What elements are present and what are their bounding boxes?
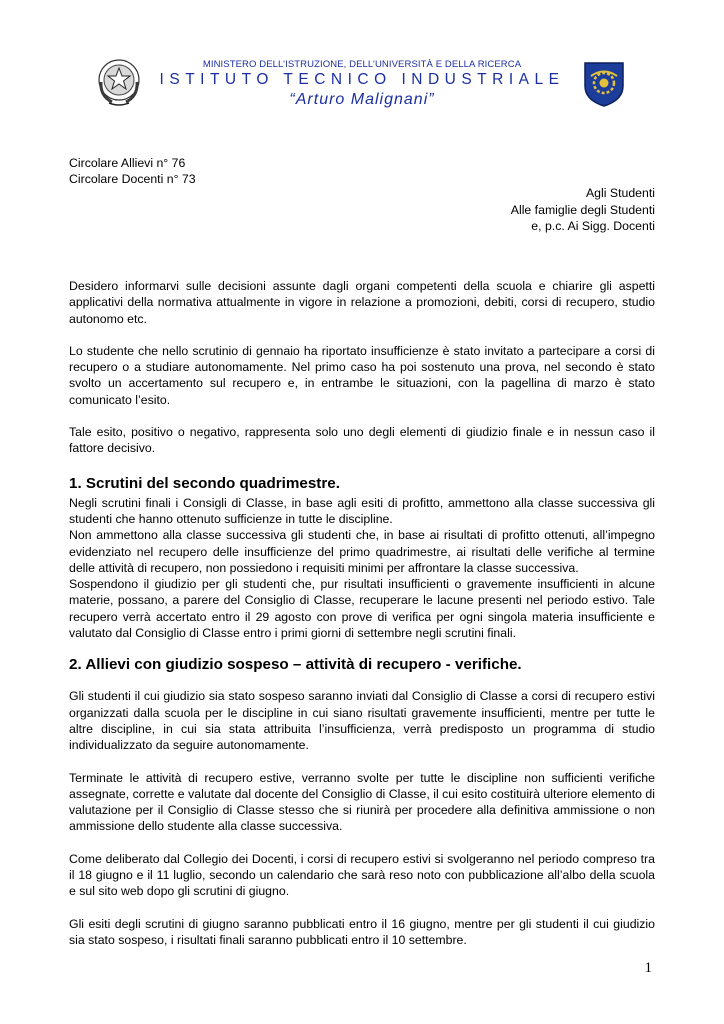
intro-paragraph: Tale esito, positivo o negativo, rappresenta solo uno degli elementi di giudizio finale e in nessun caso il fattore decisivo. [69, 425, 655, 456]
letter-body [69, 278, 655, 948]
intro-paragraph: Lo studente che nello scrutinio di gennaio ha riportato insufficienze è stato invitato a partecipare a corsi di recupero o a studiare autonomamente. Nel primo caso ha poi sostenuto una prova, nel secondo è stato svolto un accertamento sul recupero e, in entrambe le situazioni, con la pagellina di marzo è stato comunicato l’esito. [69, 343, 655, 407]
page-number: 1 [644, 960, 652, 976]
recipient-line: Agli Studenti [585, 186, 655, 200]
section-paragraph: Non ammettono alla classe successiva gli studenti che, in base ai risultati di profitto ottenuti, all’impegno evidenziato nel recupero delle insufficienze del primo quadrimestre, ai risultati delle verifiche al termine delle attività di recupero, non possiedono i requisiti minimi per affrontare la classe successiva. [69, 528, 655, 575]
section-heading-1: 1. Scrutini del secondo quadrimestre. [69, 474, 340, 492]
letterhead [0, 50, 724, 120]
recipient-line: Alle famiglie degli Studenti [510, 202, 655, 217]
circular-references [69, 155, 196, 187]
ministry-name: MINISTERO DELL’ISTRUZIONE, DELL’UNIVERSITÀ E DELLA RICERCA [202, 59, 522, 70]
teacher-circular-number: Circolare Docenti n° 73 [69, 172, 196, 186]
section-paragraph: Come deliberato dal Collegio dei Docenti, i corsi di recupero estivi si svolgeranno nel periodo compreso tra il 18 giugno e il 11 luglio, secondo un calendario che sarà reso noto con pubblicazione all’albo della scuola e sul sito web dopo gli scrutini di giugno. [69, 851, 655, 899]
section-paragraph: Gli esiti degli scrutini di giugno saranno pubblicati entro il 16 giugno, mentre per gli studenti il cui giudizio sia stato sospeso, i risultati finali saranno pubblicati entro il 10 settembre. [69, 916, 655, 947]
school-name: “Arturo Malignani” [289, 91, 435, 108]
institute-type: ISTITUTO TECNICO INDUSTRIALE [159, 71, 565, 88]
student-circular-number: Circolare Allievi n° 76 [69, 156, 186, 170]
school-crest-icon [582, 60, 626, 108]
section-paragraph: Terminate le attività di recupero estive, verranno svolte per tutte le discipline non sufficienti verifiche assegnate, corrette e valutate dal docente del Consiglio di Classe, il cui esito costituirà ulteriore elemento di valutazione per il Consiglio di Classe stesso che si riunirà per procedere alla definitiva ammissione o non ammissione dello studente alla classe successiva. [69, 770, 655, 834]
section-heading-2: 2. Allievi con giudizio sospeso – attività di recupero - verifiche. [69, 656, 522, 674]
recipients-block [511, 185, 655, 235]
recipient-line: e, p.c. Ai Sigg. Docenti [531, 219, 655, 233]
section-paragraph: Negli scrutini finali i Consigli di Classe, in base agli esiti di profitto, ammettono alla classe successiva gli studenti che hanno ottenuto sufficienze in tutte le discipline. [69, 495, 655, 526]
section-paragraph: Gli studenti il cui giudizio sia stato sospeso saranno inviati dal Consiglio di Classe a corsi di recupero estivi organizzati dalla scuola per le discipline in cui siano risultati gravemente insufficienti, mentre per tutte le altre discipline, in cui sia stata attribuita l’insufficienza, verrà predisposto un programma di studio individualizzato da seguire autonomamente. [69, 689, 655, 753]
intro-paragraph: Desidero informarvi sulle decisioni assunte dagli organi competenti della scuola e chiarire gli aspetti applicativi della normativa attualmente in vigore in relazione a promozioni, debiti, corsi di recupero, studio autonomo etc. [69, 279, 655, 326]
section-paragraph: Sospendono il giudizio per gli studenti che, pur risultati insufficienti o gravemente insufficienti in alcune materie, possano, a parere del Consiglio di Classe, recuperare le lacune presenti nel periodo estivo. Tale recupero verrà accertato entro il 29 agosto con prove di verifica per ogni singola materia insufficiente e valutato dal Consiglio di Classe entro i primi giorni di settembre negli scrutini finali. [69, 577, 655, 641]
